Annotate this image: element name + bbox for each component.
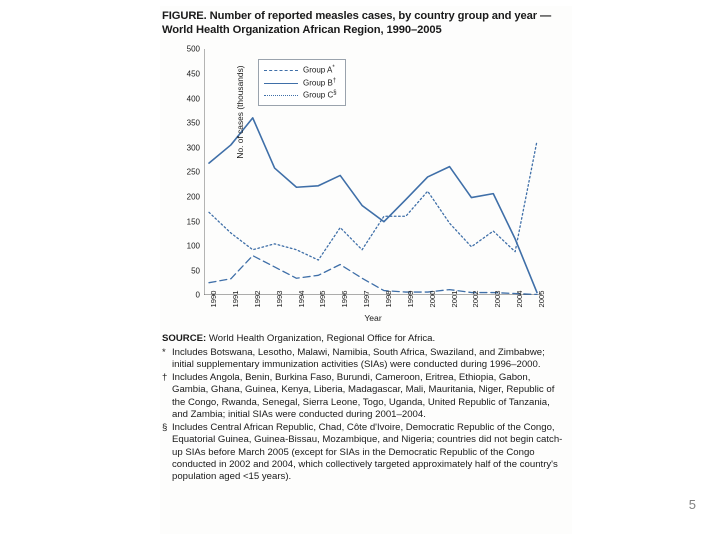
footnote: [162, 372, 566, 421]
x-tick-label: 1997: [362, 290, 372, 308]
x-tick-label: 1991: [230, 290, 240, 308]
x-tick-label: 1998: [383, 290, 393, 308]
legend-item: [264, 89, 337, 101]
footnote-text: Includes Central African Republic, Chad, Côte d'Ivoire, Democratic Republic of the Congo, Equatorial Guinea, Guinea-Bissau, Mozambique, and Nigeria; countries did not begin catch-up SIAs before March 2005 (except for SIAs in the Democratic Republic of the Congo conducted in 2002 and 2004, which collectively targeted approximately half of the country's population aged <15 years).: [172, 422, 563, 483]
footnote-marker: †: [162, 372, 168, 384]
y-tick-label: 150: [186, 217, 200, 226]
chart-svg: [204, 49, 542, 295]
chart-series-line: [209, 141, 537, 260]
y-tick-label: 450: [186, 69, 200, 79]
plot-area: [186, 44, 546, 308]
y-tick-label: 50: [191, 266, 200, 276]
footnote: [162, 347, 566, 372]
y-tick-label: 250: [186, 167, 200, 177]
y-tick-label: 300: [186, 143, 200, 153]
footnote-marker: §: [162, 422, 168, 434]
legend-label: Group B†: [303, 77, 337, 88]
y-tick-label: 100: [186, 241, 200, 251]
footnote-text: Includes Botswana, Lesotho, Malawi, Namibia, South Africa, Swaziland, and Zimbabwe; initial supplementary immunization activities (SIAs) were conducted during 1996–2000.: [172, 346, 545, 370]
chart-legend: [258, 59, 346, 106]
y-axis-label: No. of cases (thousands): [235, 65, 245, 159]
x-tick-label: 1995: [318, 290, 328, 308]
legend-item: [264, 77, 337, 89]
x-tick-label: 2004: [515, 290, 525, 308]
x-tick-label: 1992: [252, 290, 262, 308]
y-tick-label: 350: [186, 118, 200, 128]
chart-series-line: [209, 118, 537, 293]
y-tick-label: 500: [186, 44, 200, 54]
chart-container: [160, 41, 572, 331]
legend-line-icon: [264, 92, 298, 98]
x-tick-label: 2003: [493, 290, 503, 308]
footnote-text: Includes Angola, Benin, Burkina Faso, Burundi, Cameroon, Eritrea, Ethiopia, Gabon, Gambia, Ghana, Guinea, Kenya, Liberia, Madagascar, Mali, Mauritania, Niger, Republic of the Congo, Rwanda, Senegal, Sierra Leone, Togo, Uganda, United Republic of Tanzania, and Zambia; initial SIAs were conducted during 2001–2004.: [172, 372, 555, 420]
x-axis-label: Year: [364, 313, 382, 324]
x-tick-label: 2002: [471, 290, 481, 308]
x-tick-label: 1993: [274, 290, 284, 308]
source-line: [162, 333, 566, 345]
footnote-marker: *: [162, 346, 166, 358]
figure-block: [160, 6, 572, 534]
footnote-list: [162, 347, 566, 484]
source-text: World Health Organization, Regional Office for Africa.: [206, 333, 436, 345]
source-and-footnotes: [160, 331, 572, 483]
x-tick-label: 2000: [427, 290, 437, 308]
y-tick-label: 200: [186, 192, 200, 202]
figure-title: FIGURE. Number of reported measles cases, by country group and year — World Health Organization African Region, 1990–2005: [162, 10, 552, 36]
footnote: [162, 422, 566, 483]
x-tick-label: 2005: [537, 290, 546, 308]
x-tick-label: 1999: [405, 290, 415, 308]
x-tick-label: 1990: [209, 290, 218, 308]
chart-series-line: [209, 256, 537, 295]
y-tick-label: 0: [195, 290, 200, 300]
x-tick-label: 1994: [296, 290, 306, 308]
legend-label: Group C§: [303, 89, 337, 100]
legend-line-icon: [264, 80, 298, 86]
source-label: SOURCE:: [162, 333, 207, 345]
y-tick-label: 400: [186, 94, 200, 103]
x-tick-label: 1996: [340, 290, 350, 308]
legend-label: Group A*: [303, 65, 335, 75]
x-tick-label: 2001: [449, 290, 459, 308]
legend-item: [264, 64, 337, 76]
legend-line-icon: [264, 67, 298, 73]
page-number: 5: [688, 497, 696, 512]
